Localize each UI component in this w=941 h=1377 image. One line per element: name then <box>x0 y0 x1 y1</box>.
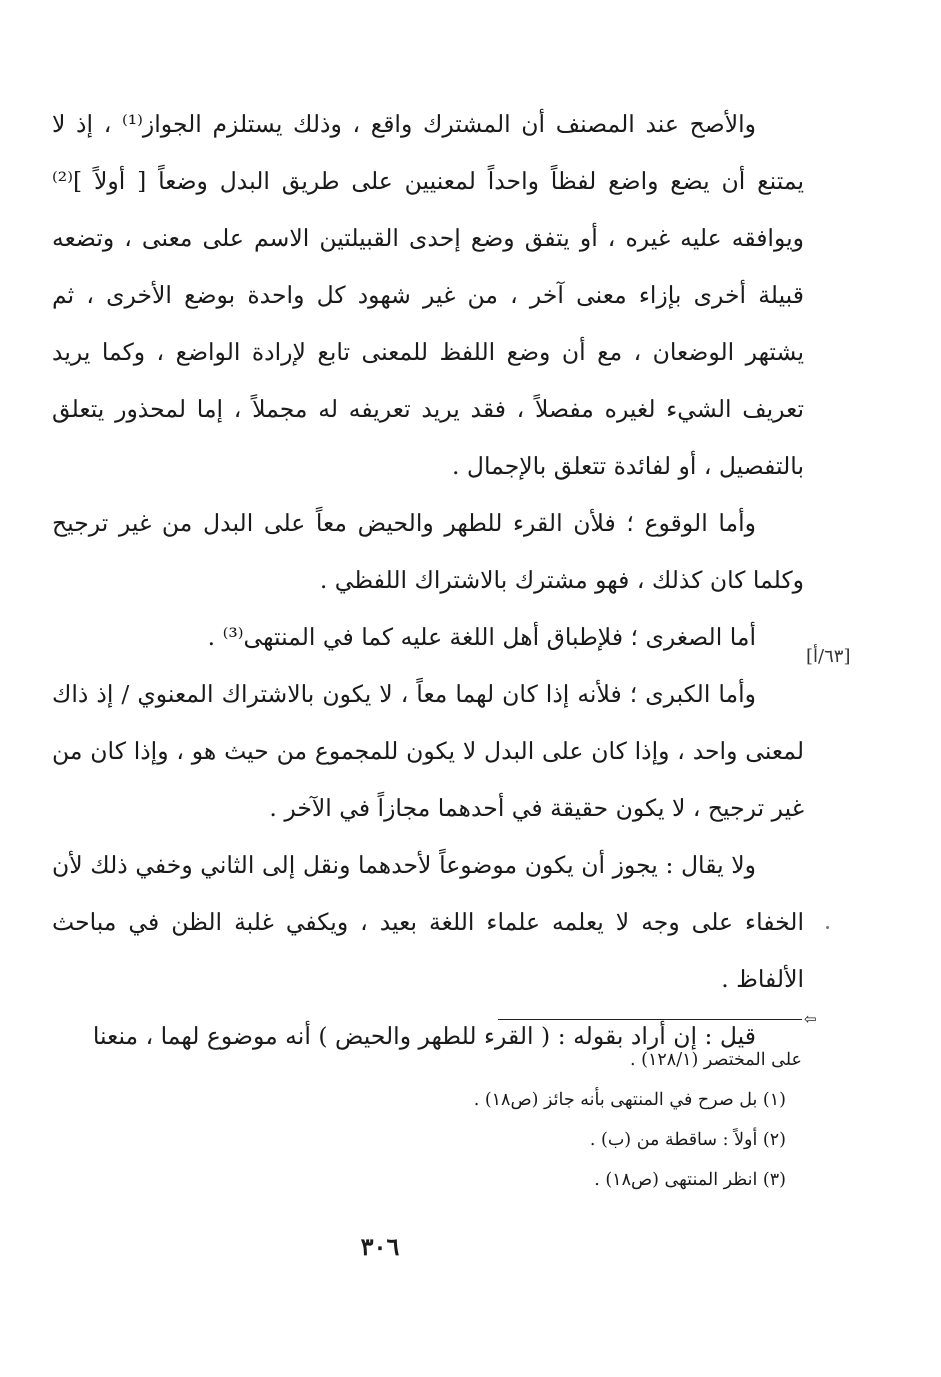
footnote-3: (٣) انظر المنتهى (ص١٨) . <box>594 1170 786 1190</box>
stray-mark <box>826 926 829 929</box>
paragraph-4: وأما الكبرى ؛ فلأنه إذا كان لهما معاً ، لا يكون بالاشتراك المعنوي / إذ ذاك لمعنى واحد ، وإذا كان على البدل لا يكون للمجموع من حيث هو ، وإذا كان من غير ترجيح ، لا يكون حقيقة في أحدهما مجازاً في الآخر . <box>52 680 804 822</box>
page-number: ٣٠٦ <box>360 1232 400 1261</box>
footnote-2: (٢) أولاً : ساقطة من (ب) . <box>589 1130 786 1150</box>
margin-folio-reference: [٦٣/أ] <box>806 646 851 667</box>
continuation-arrow-icon: ⇦ <box>804 1010 817 1028</box>
footnote-continuation: على المختصر (١٢٨/١) . <box>630 1050 802 1070</box>
main-text <box>52 96 804 1065</box>
paragraph-6: قيل : إن أراد بقوله : ( القرء للطهر والحيض ) أنه موضوع لهما ، منعنا <box>92 1022 756 1050</box>
paragraph-1: والأصح عند المصنف أن المشترك واقع ، وذلك يستلزم الجواز⁽¹⁾ ، إذ لا يمتنع أن يضع واضع لفظاً واحداً لمعنيين على طريق البدل وضعاً [ أولاً ]⁽²⁾ ويوافقه عليه غيره ، أو يتفق وضع إحدى القبيلتين الاسم على معنى ، وتضعه قبيلة أخرى بإزاء معنى آخر ، من غير شهود كل واحدة بوضع الأخرى ، ثم يشتهر الوضعان ، مع أن وضع اللفظ للمعنى تابع لإرادة الواضع ، وكما يريد تعريف الشيء لغيره مفصلاً ، فقد يريد تعريفه له مجملاً ، إما لمحذور يتعلق بالتفصيل ، أو لفائدة تتعلق بالإجمال . <box>52 110 804 480</box>
paragraph-2: وأما الوقوع ؛ فلأن القرء للطهر والحيض معاً على البدل من غير ترجيح وكلما كان كذلك ، فهو مشترك بالاشتراك اللفظي . <box>52 509 804 594</box>
paragraph-5: ولا يقال : يجوز أن يكون موضوعاً لأحدهما ونقل إلى الثاني وخفي ذلك لأن الخفاء على وجه لا يعلمه علماء اللغة بعيد ، ويكفي غلبة الظن في مباحث الألفاظ . <box>52 851 804 993</box>
footnote-1: (١) بل صرح في المنتهى بأنه جائز (ص١٨) . <box>473 1090 786 1110</box>
footnote-separator <box>498 1019 802 1020</box>
footnotes <box>300 1040 802 1200</box>
paragraph-3: أما الصغرى ؛ فلإطباق أهل اللغة عليه كما في المنتهى⁽³⁾ . <box>207 623 756 651</box>
